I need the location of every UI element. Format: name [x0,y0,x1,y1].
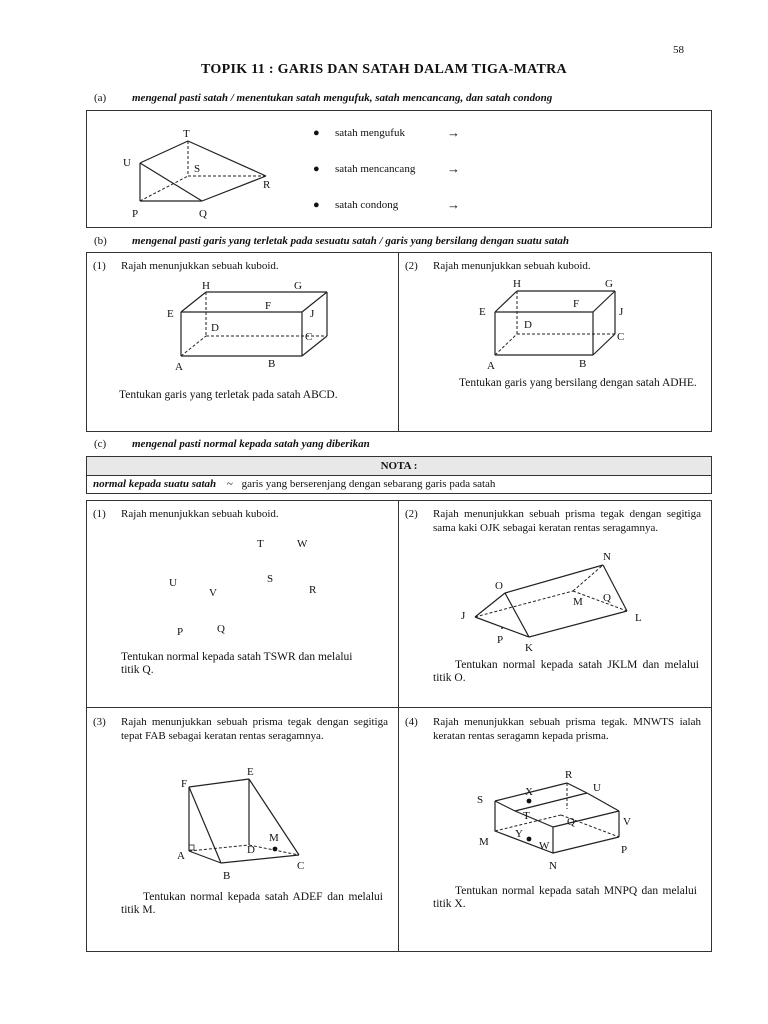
label-V: V [209,587,217,599]
label-P: P [497,634,504,646]
label-B: B [268,358,276,370]
label-Q: Q [567,816,575,828]
label-F: F [181,778,188,790]
question-number: (2) [405,508,418,520]
question-number: (1) [93,260,106,272]
label-T: T [257,538,264,550]
label-C: C [297,860,305,872]
question-ask: Tentukan garis yang terletak pada satah ABCD. [119,389,338,401]
label-F: F [573,298,580,310]
prism-diagram-c2 [453,551,653,655]
label-S: S [267,573,274,585]
question-ask: Tentukan garis yang bersilang dengan satah ADHE. [459,377,697,389]
page-title: TOPIK 11 : GARIS DAN SATAH DALAM TIGA-MATRA [201,62,567,77]
label-O: O [495,580,503,592]
edge-KL [529,611,627,637]
label-N: N [603,551,611,563]
label-F: F [265,300,272,312]
section-a-box: T U S R P Q ● satah mengufuk → ● satah mencancang → ● satah condong → [86,110,712,228]
label-H: H [202,280,210,292]
label-E: E [247,766,254,778]
question-c4 [399,715,711,947]
label-G: G [294,280,302,292]
nota-separator: ~ [226,478,233,490]
section-a-heading: mengenal pasti satah / menentukan satah mengufuk, satah mencancang, dan satah condong [132,92,553,104]
section-b-heading: mengenal pasti garis yang terletak pada sesuatu satah / garis yang bersilang dengan suatu satah [132,235,570,247]
point-Y [527,837,532,842]
right-angle-mark [189,845,194,850]
label-E: E [167,308,174,320]
label-W: W [539,840,550,852]
question-ask: Tentukan normal kepada satah MNPQ dan melalui titik X. [433,885,697,910]
label-A: A [177,850,185,862]
edge-NP [553,837,619,853]
label-D: D [247,844,255,856]
question-number: (3) [93,716,106,728]
question-c3 [87,715,398,947]
bullet-condong-label: satah condong [335,199,399,211]
edge-NL [603,565,627,611]
arrow-icon: → [447,125,460,140]
label-M: M [573,596,583,608]
question-ask: Tentukan normal kepada satah TSWR dan melalui titik Q. [121,651,353,676]
label-A: A [487,360,495,372]
section-c-heading: mengenal pasti normal kepada satah yang diberikan [132,438,370,450]
nota-title: NOTA : [87,457,711,476]
label-E: E [479,306,486,318]
label-T: T [523,810,530,822]
edge-EH [181,292,206,312]
label-J: J [461,610,466,622]
label-T: T [183,128,190,140]
label-C: C [617,331,625,343]
section-c-number: (c) [94,438,107,450]
edge-UT [140,141,188,163]
question-b1 [87,259,398,429]
nota-term: normal kepada suatu satah [93,478,217,490]
label-J: J [310,308,315,320]
label-N: N [549,860,557,872]
edge-FE [189,779,249,787]
label-D: D [524,319,532,331]
label-W: W [297,538,308,550]
question-number: (2) [405,260,418,272]
arrow-icon: → [447,197,460,212]
point-X [527,799,532,804]
label-Q: Q [217,623,225,635]
edge-FB [189,787,221,863]
edge-FG [302,292,327,312]
edge-BC [593,334,615,355]
edge-JM [475,591,573,617]
question-text: Rajah menunjukkan sebuah prisma tegak dengan segitiga tepat FAB sebagai keratan rentas seragamnya. [121,716,388,742]
label-Q: Q [603,592,611,604]
bullet-mengufuk-label: satah mengufuk [335,127,405,139]
nota-definition: garis yang berserenjang dengan sebarang garis pada satah [241,478,496,490]
label-M: M [269,832,279,844]
question-number: (1) [93,508,106,520]
question-number: (4) [405,716,418,728]
edge-UQ [140,163,202,201]
section-b-box [86,252,712,432]
label-B: B [579,358,587,370]
label-U: U [169,577,177,589]
label-G: G [605,278,613,290]
edge-FG [593,291,615,312]
label-R: R [565,769,573,781]
label-Y: Y [515,828,523,840]
label-K: K [525,642,533,654]
question-text: Rajah menunjukkan sebuah prisma tegak. MNWTS ialah keratan rentas seragamn kepada prisma. [433,716,701,742]
section-a-number: (a) [94,92,107,104]
label-A: A [175,361,183,373]
edge-BC [221,855,299,863]
edge-ON [505,565,603,593]
label-R: R [309,584,317,596]
section-b-number: (b) [94,235,107,247]
label-U: U [123,157,131,169]
label-M: M [479,836,489,848]
arrow-icon: → [447,161,460,176]
label-P: P [177,626,184,638]
question-c1 [87,507,398,705]
point-M [273,847,278,852]
question-text: Rajah menunjukkan sebuah kuboid. [121,508,279,520]
edge-OK [505,593,529,637]
edge-AD [495,334,517,355]
question-ask: Tentukan normal kepada satah JKLM dan melalui titik O. [433,659,699,684]
edge-UV [587,793,619,811]
nota-box [86,456,712,494]
page-number: 58 [673,44,684,56]
label-S: S [194,163,201,175]
label-H: H [513,278,521,290]
edge-AD [181,336,206,356]
question-text: Rajah menunjukkan sebuah kuboid. [121,260,279,272]
question-text: Rajah menunjukkan sebuah kuboid. [433,260,591,272]
label-P: P [132,208,139,220]
edge-QR [202,176,266,201]
label-C: C [305,331,313,343]
label-V: V [623,816,631,828]
question-text: Rajah menunjukkan sebuah prisma tegak dengan segitiga sama kaki OJK sebagai keratan rentas seragamnya. [433,508,701,534]
label-Q: Q [199,208,207,220]
nota-content [93,478,495,490]
label-L: L [635,612,642,624]
question-c2 [399,507,711,705]
section-c-header [94,438,734,452]
edge-AD [189,845,249,851]
label-P: P [621,844,628,856]
section-b-header [94,235,734,249]
label-X: X [525,786,533,798]
prism-diagram-c4 [467,767,657,891]
cuboid-diagram-c1 [157,531,337,641]
edge-RU [567,783,587,793]
cuboid-diagram-b2 [471,277,641,379]
question-b2 [399,259,711,429]
cuboid-diagram-b1 [157,279,337,387]
edge-EH [495,291,517,312]
label-R: R [263,179,271,191]
section-a-header [94,92,734,106]
row-divider [87,707,711,708]
prism-diagram-c3 [171,765,321,885]
question-ask: Tentukan normal kepada satah ADEF dan melalui titik M. [121,891,383,916]
label-J: J [619,306,624,318]
label-D: D [211,322,219,334]
label-U: U [593,782,601,794]
prism-diagram-a [117,119,287,227]
section-c-grid [86,500,712,952]
label-B: B [223,870,231,882]
bullet-mencancang-label: satah mencancang [335,163,416,175]
label-S: S [477,794,484,806]
